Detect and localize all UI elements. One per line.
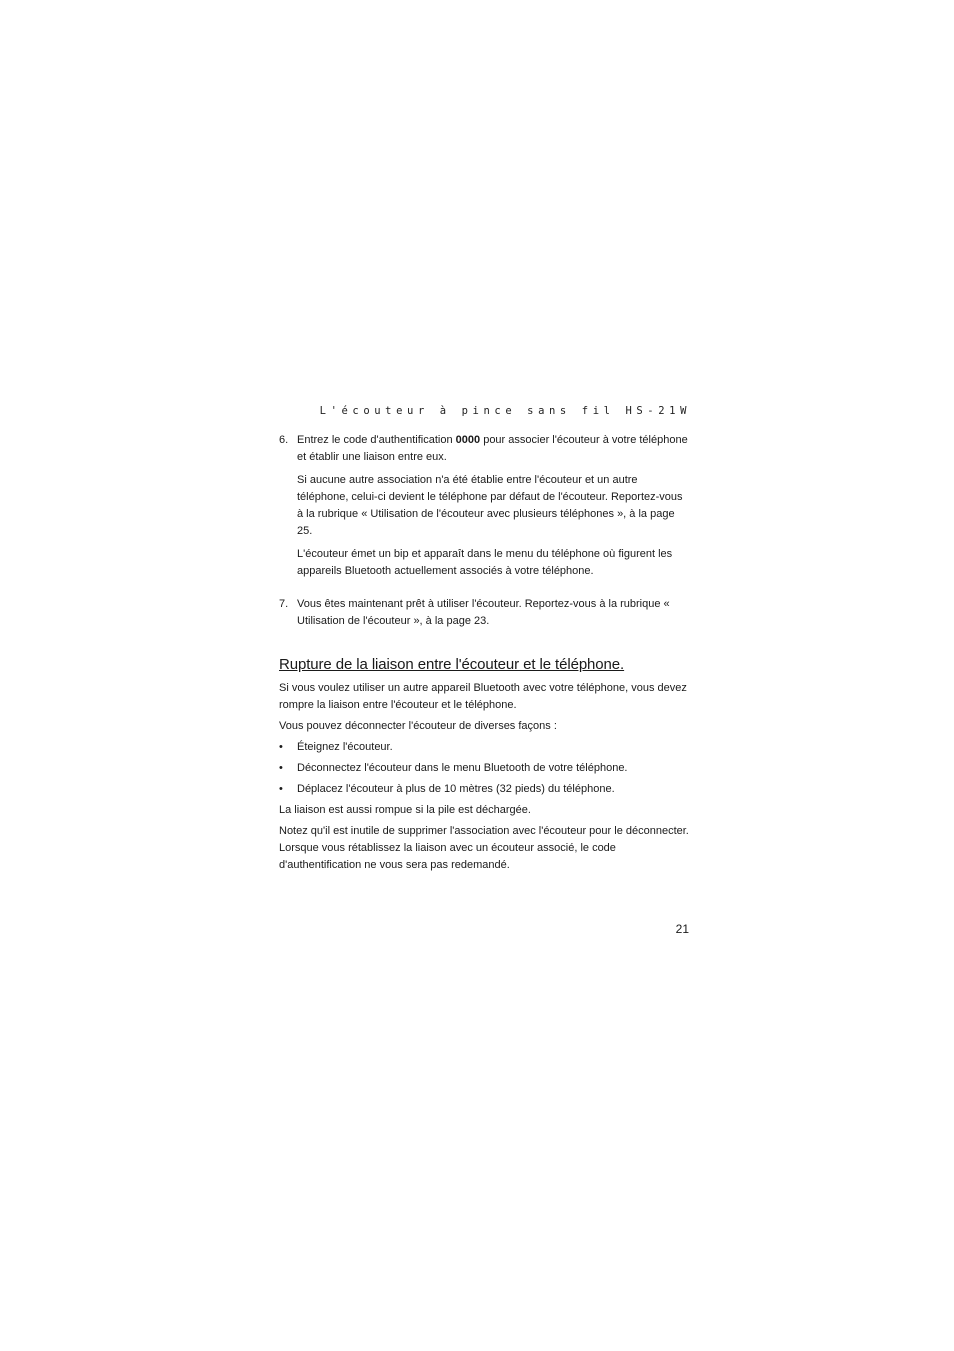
disconnect-ways-list: [279, 739, 691, 798]
bullet-icon: •: [279, 741, 283, 753]
step-body: [297, 432, 691, 586]
step-6-paragraph-3: L'écouteur émet un bip et apparaît dans le menu du téléphone où figurent les appareils Bluetooth actuellement associés à votre téléphone.: [297, 548, 673, 577]
bullet-icon: •: [279, 762, 283, 774]
step-6-paragraph-1: [297, 432, 691, 466]
authentication-code: 0000: [455, 434, 481, 446]
list-item: [279, 760, 691, 777]
step-6-text-after-code: pour associer l'écouteur à votre téléphone et établir une liaison entre eux.: [297, 434, 688, 463]
list-item-text: Éteignez l'écouteur.: [297, 741, 393, 753]
bullet-icon: •: [279, 783, 283, 795]
step-body: [297, 596, 691, 636]
ways-intro: Vous pouvez déconnecter l'écouteur de diverses façons :: [279, 720, 557, 732]
list-item-text: Déplacez l'écouteur à plus de 10 mètres (32 pieds) du téléphone.: [297, 783, 615, 795]
section-intro: Si vous voulez utiliser un autre appareil Bluetooth avec votre téléphone, vous devez rompre la liaison entre l'écouteur et le téléphone.: [279, 682, 687, 711]
step-7: [279, 596, 691, 636]
list-item: [279, 739, 691, 756]
list-item: [279, 781, 691, 798]
step-6-paragraph-2: Si aucune autre association n'a été établie entre l'écouteur et un autre téléphone, celui-ci devient le téléphone par défaut de l'écouteur. Reportez-vous à la rubrique « Utilisation de l'écouteur avec plusieurs téléphones », à la page 25.: [297, 474, 683, 537]
page-number: 21: [675, 922, 689, 936]
battery-note: La liaison est aussi rompue si la pile est déchargée.: [279, 804, 531, 816]
section-title: Rupture de la liaison entre l'écouteur et le téléphone.: [279, 656, 625, 673]
step-number: 6.: [279, 434, 289, 446]
list-item-text: Déconnectez l'écouteur dans le menu Bluetooth de votre téléphone.: [297, 762, 628, 774]
final-note: Notez qu'il est inutile de supprimer l'association avec l'écouteur pour le déconnecter. Lorsque vous rétablissez la liaison avec un écouteur associé, le code d'authentification ne vous sera pas redemandé.: [279, 825, 689, 871]
step-6: [279, 432, 691, 586]
page-content: [279, 432, 691, 878]
step-6-text-before-code: Entrez le code d'authentification: [297, 434, 456, 446]
step-7-paragraph-1: Vous êtes maintenant prêt à utiliser l'écouteur. Reportez-vous à la rubrique « Utilisation de l'écouteur », à la page 23.: [297, 598, 670, 627]
running-header: L'écouteur à pince sans fil HS-21W: [319, 405, 691, 417]
step-number: 7.: [279, 598, 289, 610]
